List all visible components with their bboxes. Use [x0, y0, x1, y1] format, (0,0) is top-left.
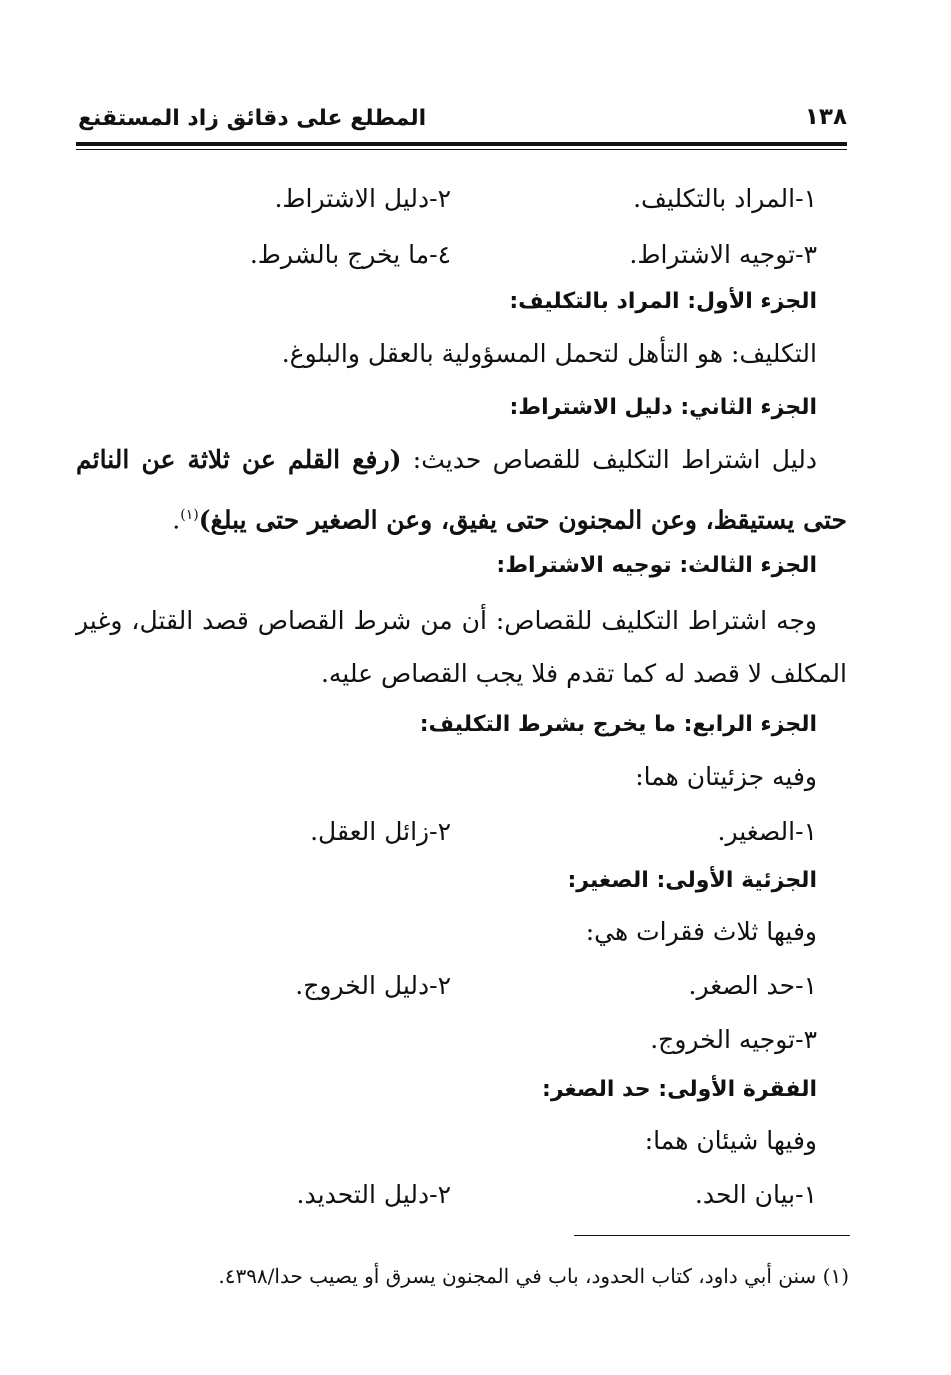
footnote-rule	[574, 1235, 850, 1236]
list-item: ١-حد الصغر.	[688, 971, 817, 1000]
footnote: (١) سنن أبي داود، كتاب الحدود، باب في المجنون يسرق أو يصيب حدا/٤٣٩٨.	[218, 1264, 849, 1288]
paragraph-line: المكلف لا قصد له كما تقدم فلا يجب القصاص عليه.	[320, 659, 847, 688]
paragraph: وفيها ثلاث فقرات هي:	[585, 917, 817, 946]
list-item: ٢-زائل العقل.	[310, 817, 451, 846]
section-heading: الجزئية الأولى: الصغير:	[567, 868, 817, 893]
list-item: ١-الصغير.	[717, 817, 817, 846]
hadith-text: حتى يستيقظ، وعن المجنون حتى يفيق، وعن الصغير حتى يبلغ)	[198, 505, 847, 535]
section-heading: الجزء الثالث: توجيه الاشتراط:	[496, 553, 817, 578]
paragraph: وفيه جزئيتان هما:	[635, 762, 817, 791]
header-rule-thick	[76, 142, 847, 146]
hadith-text: (رفع القلم عن ثلاثة عن النائم	[76, 445, 402, 474]
list-item: ٣-توجيه الخروج.	[650, 1025, 817, 1054]
section-heading: الجزء الرابع: ما يخرج بشرط التكليف:	[419, 712, 817, 737]
paragraph: التكليف: هو التأهل لتحمل المسؤولية بالعقل والبلوغ.	[281, 339, 817, 368]
book-title: المطلع على دقائق زاد المستقنع	[78, 106, 427, 131]
list-item: ٢-دليل التحديد.	[296, 1180, 451, 1209]
list-item: ١-بيان الحد.	[694, 1180, 817, 1209]
paragraph-line	[80, 497, 847, 538]
section-heading: الجزء الثاني: دليل الاشتراط:	[509, 395, 817, 420]
list-item: ١-المراد بالتكليف.	[633, 184, 817, 213]
list-item: ٤-ما يخرج بالشرط.	[249, 240, 451, 269]
section-heading: الجزء الأول: المراد بالتكليف:	[509, 289, 817, 314]
paragraph: وفيها شيئان هما:	[644, 1126, 817, 1155]
section-heading: الفقرة الأولى: حد الصغر:	[542, 1077, 817, 1102]
list-item: ٣-توجيه الاشتراط.	[629, 240, 817, 269]
list-item: ٢-دليل الاشتراط.	[274, 184, 451, 213]
footnote-ref: (١)	[180, 507, 199, 523]
paragraph-line: وجه اشتراط التكليف للقصاص: أن من شرط القصاص قصد القتل، وغير	[76, 606, 817, 635]
paragraph-line	[76, 442, 817, 478]
list-item: ٢-دليل الخروج.	[295, 971, 451, 1000]
header-rule-thin	[76, 149, 847, 150]
page-number: ١٣٨	[804, 104, 847, 130]
paragraph-text: .	[172, 505, 181, 535]
paragraph-text: دليل اشتراط التكليف للقصاص حديث:	[401, 445, 817, 474]
